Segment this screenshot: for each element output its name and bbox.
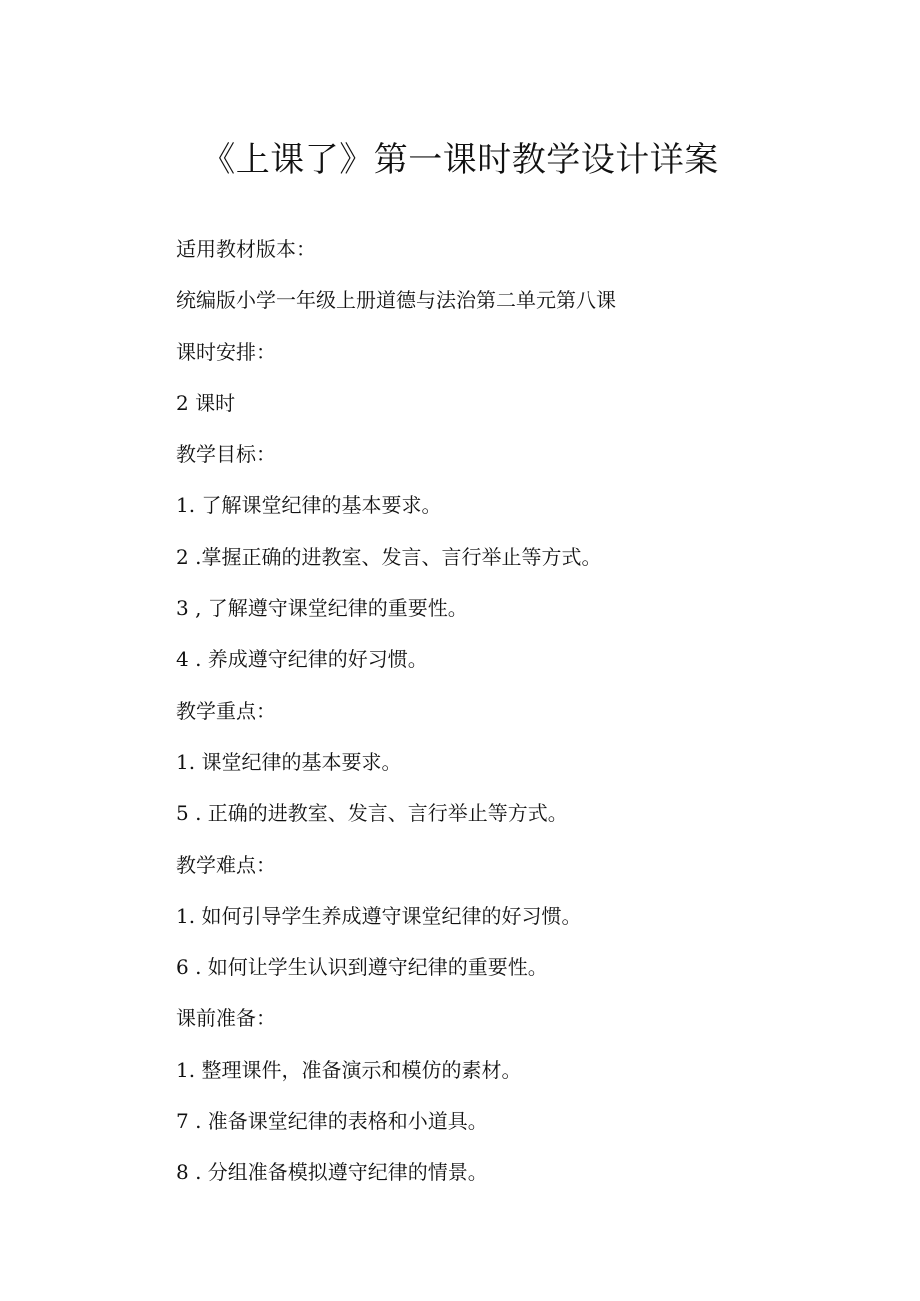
objective-item: 4 . 养成遵守纪律的好习惯。 bbox=[176, 647, 428, 672]
section-heading-objectives: 教学目标： bbox=[176, 442, 276, 467]
objective-item: 2 .掌握正确的进教室、发言、言行举止等方式。 bbox=[176, 544, 602, 569]
preparation-item: 7 . 准备课堂纪律的表格和小道具。 bbox=[176, 1109, 488, 1134]
difficulty-item: 1. 如何引导学生养成遵守课堂纪律的好习惯。 bbox=[176, 903, 582, 928]
preparation-item: 1. 整理课件，准备演示和模仿的素材。 bbox=[176, 1057, 522, 1082]
document-body bbox=[176, 224, 856, 1199]
section-heading-schedule: 课时安排： bbox=[176, 339, 276, 364]
objective-item: 3 , 了解遵守课堂纪律的重要性。 bbox=[176, 596, 468, 621]
section-heading-preparation: 课前准备： bbox=[176, 1006, 276, 1031]
textbook-version: 统编版小学一年级上册道德与法治第二单元第八课 bbox=[176, 288, 616, 313]
key-point-item: 5 . 正确的进教室、发言、言行举止等方式。 bbox=[176, 801, 568, 826]
preparation-item: 8 . 分组准备模拟遵守纪律的情景。 bbox=[176, 1160, 488, 1185]
key-point-item: 1. 课堂纪律的基本要求。 bbox=[176, 749, 402, 774]
section-heading-textbook: 适用教材版本： bbox=[176, 237, 316, 261]
difficulty-item: 6 . 如何让学生认识到遵守纪律的重要性。 bbox=[176, 955, 548, 980]
objective-item: 1. 了解课堂纪律的基本要求。 bbox=[176, 493, 442, 518]
section-heading-difficulties: 教学难点： bbox=[176, 852, 276, 877]
section-heading-key-points: 教学重点： bbox=[176, 698, 276, 723]
schedule-value: 2 课时 bbox=[176, 390, 236, 415]
document-title: 《上课了》第一课时教学设计详案 bbox=[201, 140, 719, 180]
